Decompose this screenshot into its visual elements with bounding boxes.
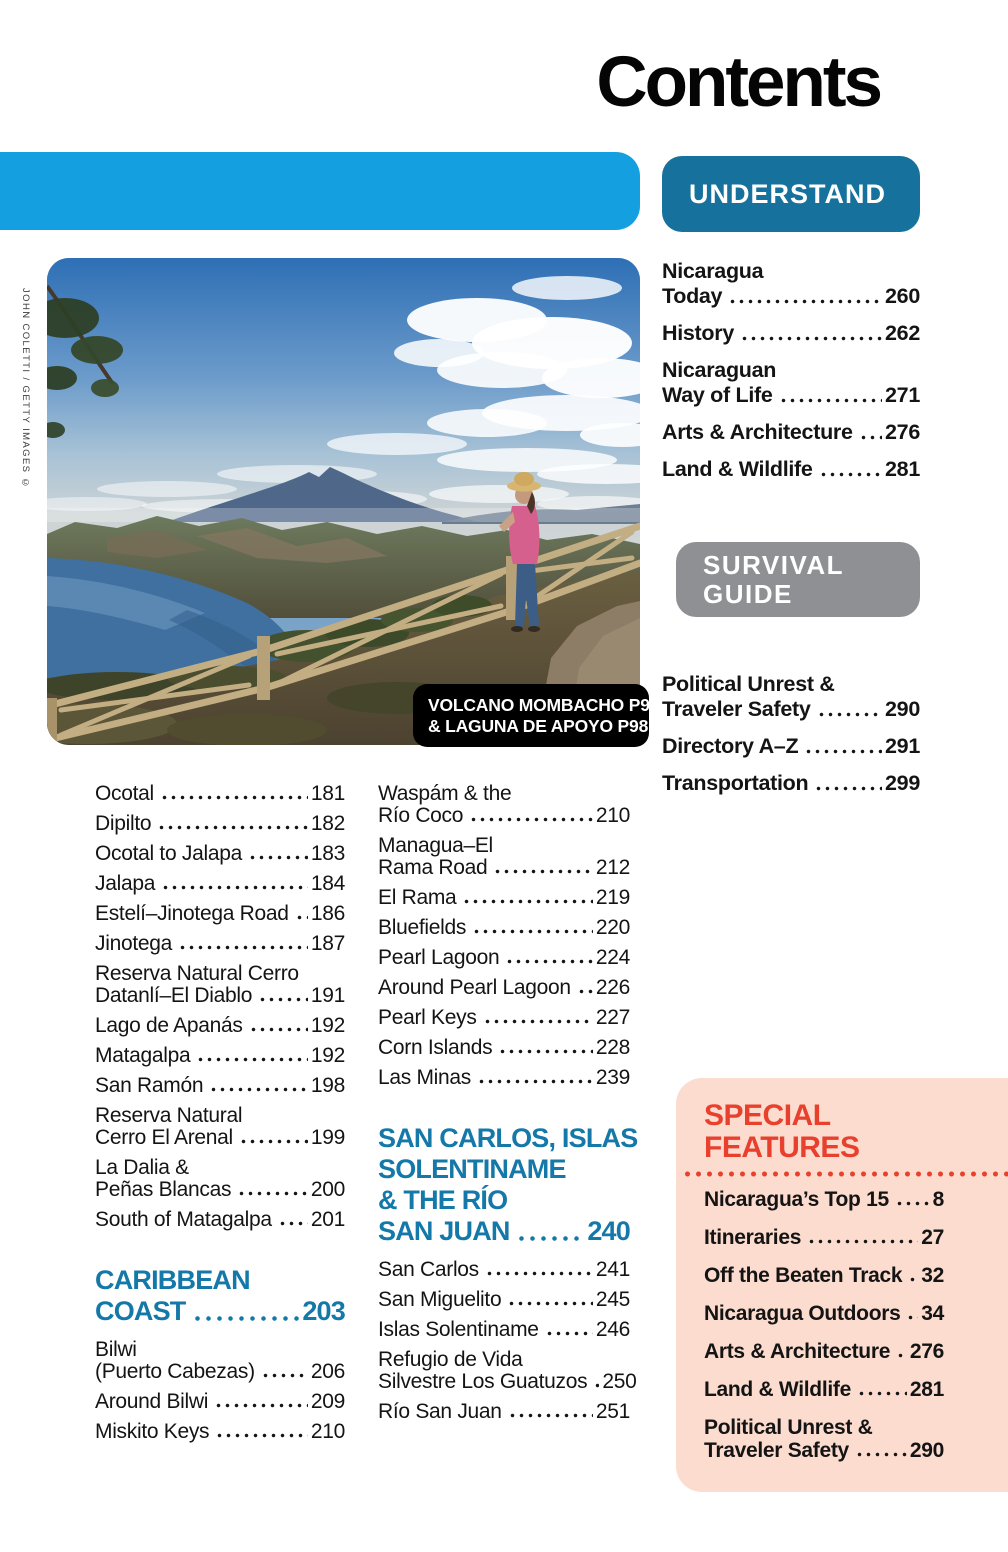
page-number: 291: [885, 734, 920, 758]
toc-label-line: Political Unrest &: [662, 672, 835, 696]
toc-label: Arts & Architecture: [662, 420, 853, 444]
photo-caption-line1: VOLCANO MOMBACHO P96: [428, 695, 660, 715]
special-features-title: [704, 1100, 1008, 1164]
caribbean-coast-heading: [95, 1265, 345, 1327]
toc-label: Las Minas: [378, 1066, 472, 1089]
toc-column-left: [95, 783, 345, 1451]
dot-leader: [207, 1075, 308, 1097]
page-number: 226: [595, 976, 630, 999]
dot-leader: [777, 383, 882, 408]
toc-label: Way of Life: [662, 383, 773, 407]
toc-label: Río San Juan: [378, 1400, 502, 1423]
toc-entry[interactable]: [662, 457, 920, 482]
toc-entry[interactable]: [704, 1188, 944, 1211]
toc-label-line: Nicaragua: [662, 259, 764, 283]
toc-label: San Miguelito: [378, 1288, 502, 1311]
toc-label: Datanlí–El Diablo: [95, 984, 253, 1007]
toc-entry[interactable]: [95, 843, 345, 865]
page-number: 198: [310, 1074, 345, 1097]
dot-leader: [503, 947, 593, 969]
dot-leader: [237, 1127, 308, 1149]
page-number: 281: [885, 457, 920, 481]
landscape-illustration: [47, 258, 660, 745]
toc-entry[interactable]: [95, 1339, 345, 1383]
toc-label: Miskito Keys: [95, 1420, 210, 1443]
toc-entry[interactable]: [662, 420, 920, 445]
caribbean-coast-entries: [95, 1339, 345, 1443]
dot-leader: [247, 1015, 308, 1037]
toc-entry[interactable]: [95, 1045, 345, 1067]
dot-leader: [496, 1037, 593, 1059]
dot-leader: [460, 887, 592, 909]
toc-entry[interactable]: [662, 259, 920, 309]
san-carlos-entries: [378, 1258, 637, 1423]
page-number: 186: [310, 902, 345, 925]
dot-leader: [190, 1296, 300, 1327]
toc-label: Off the Beaten Track: [704, 1264, 903, 1287]
toc-entry[interactable]: [95, 1209, 345, 1231]
dot-leader: [812, 771, 882, 796]
page-number: 27: [921, 1226, 944, 1249]
dot-leader: [246, 843, 308, 865]
san-carlos-heading: [378, 1123, 638, 1247]
dot-leader: [470, 917, 593, 939]
understand-toc-list: [662, 259, 920, 494]
toc-label: Rama Road: [378, 856, 488, 879]
toc-entry[interactable]: [95, 1015, 345, 1037]
toc-entry[interactable]: [378, 1259, 630, 1281]
toc-label: South of Matagalpa: [95, 1208, 272, 1231]
page-number: 260: [885, 284, 920, 308]
toc-entry[interactable]: [95, 813, 345, 835]
photo-caption-line2: & LAGUNA DE APOYO P98: [428, 716, 649, 736]
dot-leader: [857, 420, 882, 445]
toc-label: Traveler Safety: [704, 1439, 849, 1462]
survival-guide-section-tab[interactable]: [676, 542, 920, 617]
toc-label-line: Waspám & the: [378, 782, 512, 805]
page-number: 192: [310, 1044, 345, 1067]
toc-entry[interactable]: [662, 672, 920, 722]
toc-label: Jalapa: [95, 872, 156, 895]
red-dotted-divider: [682, 1170, 1008, 1178]
toc-entry[interactable]: [95, 1157, 345, 1201]
toc-section-heading[interactable]: [378, 1123, 638, 1247]
dot-leader: [543, 1319, 593, 1341]
toc-entry[interactable]: [662, 771, 920, 796]
page-number: 191: [310, 984, 345, 1007]
toc-label: Corn Islands: [378, 1036, 493, 1059]
photo-volcano-mombacho: [47, 258, 660, 745]
toc-entry[interactable]: [704, 1340, 944, 1363]
toc-label: Ocotal to Jalapa: [95, 842, 242, 865]
page-number: 241: [595, 1258, 630, 1281]
page-number: 276: [885, 420, 920, 444]
toc-column-middle: [378, 782, 638, 1431]
page-number: 290: [909, 1439, 944, 1462]
toc-entry[interactable]: [95, 1421, 345, 1443]
special-features-title-line2: FEATURES: [704, 1131, 860, 1164]
toc-entry[interactable]: [95, 903, 345, 925]
dot-leader: [491, 857, 593, 879]
toc-label: Pearl Lagoon: [378, 946, 500, 969]
dot-leader: [158, 783, 308, 805]
toc-entry[interactable]: [95, 873, 345, 895]
toc-label-line: CARIBBEAN: [95, 1265, 250, 1295]
page-number: 228: [595, 1036, 630, 1059]
survival-toc-list: [662, 672, 920, 808]
middle-column-entries: [378, 783, 630, 1089]
dot-leader: [506, 1401, 593, 1423]
toc-label-line: La Dalia &: [95, 1156, 189, 1179]
page-number: 182: [310, 812, 345, 835]
toc-label: San Ramón: [95, 1074, 204, 1097]
toc-entry[interactable]: [95, 1105, 345, 1149]
toc-label: Today: [662, 284, 723, 308]
toc-entry[interactable]: [95, 963, 345, 1007]
page-number: 200: [310, 1178, 345, 1201]
page-number: 220: [595, 916, 630, 939]
toc-label: History: [662, 321, 734, 345]
toc-label: Río Coco: [378, 804, 464, 827]
toc-entry[interactable]: [378, 1319, 630, 1341]
toc-label: COAST: [95, 1296, 186, 1326]
toc-section-heading[interactable]: [95, 1265, 345, 1327]
understand-section-label: UNDERSTAND: [689, 178, 886, 209]
dot-leader: [904, 1302, 918, 1325]
page-number: 239: [595, 1066, 630, 1089]
survival-guide-label-line2: GUIDE: [703, 578, 793, 609]
toc-label: Arts & Architecture: [704, 1340, 891, 1363]
dot-leader: [276, 1209, 308, 1231]
toc-entry[interactable]: [378, 947, 630, 969]
toc-entry[interactable]: [378, 1289, 630, 1311]
dot-leader: [475, 1067, 593, 1089]
special-features-box: [676, 1078, 1008, 1492]
toc-entry[interactable]: [378, 977, 630, 999]
dot-leader: [726, 284, 882, 309]
toc-label-line: SAN CARLOS, ISLAS: [378, 1123, 638, 1153]
page-number: 246: [595, 1318, 630, 1341]
special-features-title-line1: SPECIAL: [704, 1099, 831, 1132]
dot-leader: [483, 1259, 593, 1281]
toc-label: Bluefields: [378, 916, 467, 939]
toc-label-line: Reserva Natural Cerro: [95, 962, 299, 985]
toc-label-line: Bilwi: [95, 1338, 137, 1361]
toc-entry[interactable]: [378, 835, 630, 879]
page-number: 8: [932, 1188, 944, 1211]
toc-label: Estelí–Jinotega Road: [95, 902, 289, 925]
toc-label-line: Refugio de Vida: [378, 1348, 523, 1371]
page-number: 201: [310, 1208, 345, 1231]
left-column-entries: [95, 783, 345, 1231]
toc-label: Land & Wildlife: [662, 457, 813, 481]
accent-bar: [0, 152, 640, 230]
dot-leader: [802, 734, 882, 759]
dot-leader: [591, 1371, 599, 1393]
toc-label: Land & Wildlife: [704, 1378, 851, 1401]
toc-entry[interactable]: [378, 783, 630, 827]
dot-leader: [855, 1378, 907, 1401]
toc-entry[interactable]: [95, 783, 345, 805]
page-number: 276: [909, 1340, 944, 1363]
page-title: Contents: [596, 43, 880, 122]
page-number: 227: [595, 1006, 630, 1029]
page-number: 183: [310, 842, 345, 865]
page-number: 209: [310, 1390, 345, 1413]
dot-leader: [853, 1439, 907, 1462]
dot-leader: [235, 1179, 308, 1201]
toc-entry[interactable]: [704, 1416, 944, 1462]
toc-entry[interactable]: [95, 933, 345, 955]
toc-label: Nicaragua Outdoors: [704, 1302, 901, 1325]
page-number: 210: [310, 1420, 345, 1443]
toc-label: Nicaragua’s Top 15: [704, 1188, 889, 1211]
toc-entry[interactable]: [378, 917, 630, 939]
page-number: 271: [885, 383, 920, 407]
page-number: 181: [310, 782, 345, 805]
photo-caption: [413, 684, 660, 747]
dot-leader: [213, 1421, 308, 1443]
toc-label: Islas Solentiname: [378, 1318, 539, 1341]
page-number: 245: [595, 1288, 630, 1311]
toc-entry[interactable]: [378, 1067, 630, 1089]
dot-leader: [817, 457, 882, 482]
toc-label: Peñas Blancas: [95, 1178, 232, 1201]
dot-leader: [176, 933, 308, 955]
toc-entry[interactable]: [378, 1037, 630, 1059]
dot-leader: [256, 985, 308, 1007]
toc-label: Ocotal: [95, 782, 154, 805]
toc-entry[interactable]: [378, 1007, 630, 1029]
dot-leader: [259, 1361, 308, 1383]
toc-entry[interactable]: [704, 1302, 944, 1325]
page-number: 212: [595, 856, 630, 879]
toc-entry[interactable]: [378, 1401, 630, 1423]
toc-label-line: SOLENTINAME: [378, 1154, 566, 1184]
dot-leader: [815, 697, 883, 722]
page-number: 250: [602, 1370, 637, 1393]
dot-leader: [155, 813, 308, 835]
dot-leader: [194, 1045, 307, 1067]
toc-label: Matagalpa: [95, 1044, 191, 1067]
dot-leader: [805, 1226, 918, 1249]
toc-label: Transportation: [662, 771, 809, 795]
special-features-entries: [704, 1188, 944, 1462]
toc-label: San Carlos: [378, 1258, 479, 1281]
page-number: 192: [310, 1014, 345, 1037]
toc-label: Pearl Keys: [378, 1006, 477, 1029]
toc-label-line: Nicaraguan: [662, 358, 777, 382]
page-number: 184: [310, 872, 345, 895]
page-number: 199: [310, 1126, 345, 1149]
toc-label: Silvestre Los Guatuzos: [378, 1370, 588, 1393]
toc-label: Around Pearl Lagoon: [378, 976, 571, 999]
toc-entry[interactable]: [704, 1226, 944, 1249]
dot-leader: [575, 977, 593, 999]
page-number: 290: [885, 697, 920, 721]
toc-entry[interactable]: [662, 321, 920, 346]
photo-credit: JOHN COLETTI / GETTY IMAGES ©: [20, 288, 31, 490]
toc-label: Cerro El Arenal: [95, 1126, 233, 1149]
toc-label: Jinotega: [95, 932, 172, 955]
toc-entry[interactable]: [704, 1378, 944, 1401]
page-number: 203: [302, 1296, 345, 1326]
toc-label: El Rama: [378, 886, 457, 909]
toc-entry[interactable]: [378, 1348, 637, 1393]
page-number: 262: [885, 321, 920, 345]
page-number: 34: [921, 1302, 944, 1325]
dot-leader: [212, 1391, 308, 1413]
toc-entry[interactable]: [704, 1264, 944, 1287]
toc-label-line: Political Unrest &: [704, 1416, 873, 1439]
dot-leader: [894, 1340, 907, 1363]
page-number: 240: [587, 1216, 630, 1246]
page-number: 210: [595, 804, 630, 827]
toc-label: Itineraries: [704, 1226, 802, 1249]
toc-label-line: & THE RÍO: [378, 1185, 508, 1215]
page-number: 206: [310, 1360, 345, 1383]
dot-leader: [738, 321, 882, 346]
toc-label: Directory A–Z: [662, 734, 799, 758]
page-number: 251: [595, 1400, 630, 1423]
toc-entry[interactable]: [662, 358, 920, 408]
survival-guide-label-line1: SURVIVAL: [703, 549, 845, 580]
page-number: 281: [909, 1378, 944, 1401]
toc-label: Lago de Apanás: [95, 1014, 243, 1037]
dot-leader: [893, 1188, 930, 1211]
dot-leader: [159, 873, 308, 895]
dot-leader: [293, 903, 308, 925]
understand-section-tab[interactable]: [662, 156, 920, 232]
dot-leader: [467, 805, 593, 827]
page-number: 32: [921, 1264, 944, 1287]
toc-label-line: Reserva Natural: [95, 1104, 243, 1127]
toc-label: Around Bilwi: [95, 1390, 209, 1413]
toc-entry[interactable]: [95, 1391, 345, 1413]
dot-leader: [481, 1007, 593, 1029]
dot-leader: [514, 1216, 585, 1247]
toc-entry[interactable]: [662, 734, 920, 759]
page-number: 224: [595, 946, 630, 969]
toc-label: SAN JUAN: [378, 1216, 510, 1246]
dot-leader: [906, 1264, 918, 1287]
page-number: 299: [885, 771, 920, 795]
toc-label-line: Managua–El: [378, 834, 493, 857]
toc-label: (Puerto Cabezas): [95, 1360, 255, 1383]
toc-label: Traveler Safety: [662, 697, 811, 721]
toc-entry[interactable]: [95, 1075, 345, 1097]
page-number: 219: [595, 886, 630, 909]
dot-leader: [505, 1289, 593, 1311]
page-number: 187: [310, 932, 345, 955]
toc-label: Dipilto: [95, 812, 152, 835]
toc-entry[interactable]: [378, 887, 630, 909]
